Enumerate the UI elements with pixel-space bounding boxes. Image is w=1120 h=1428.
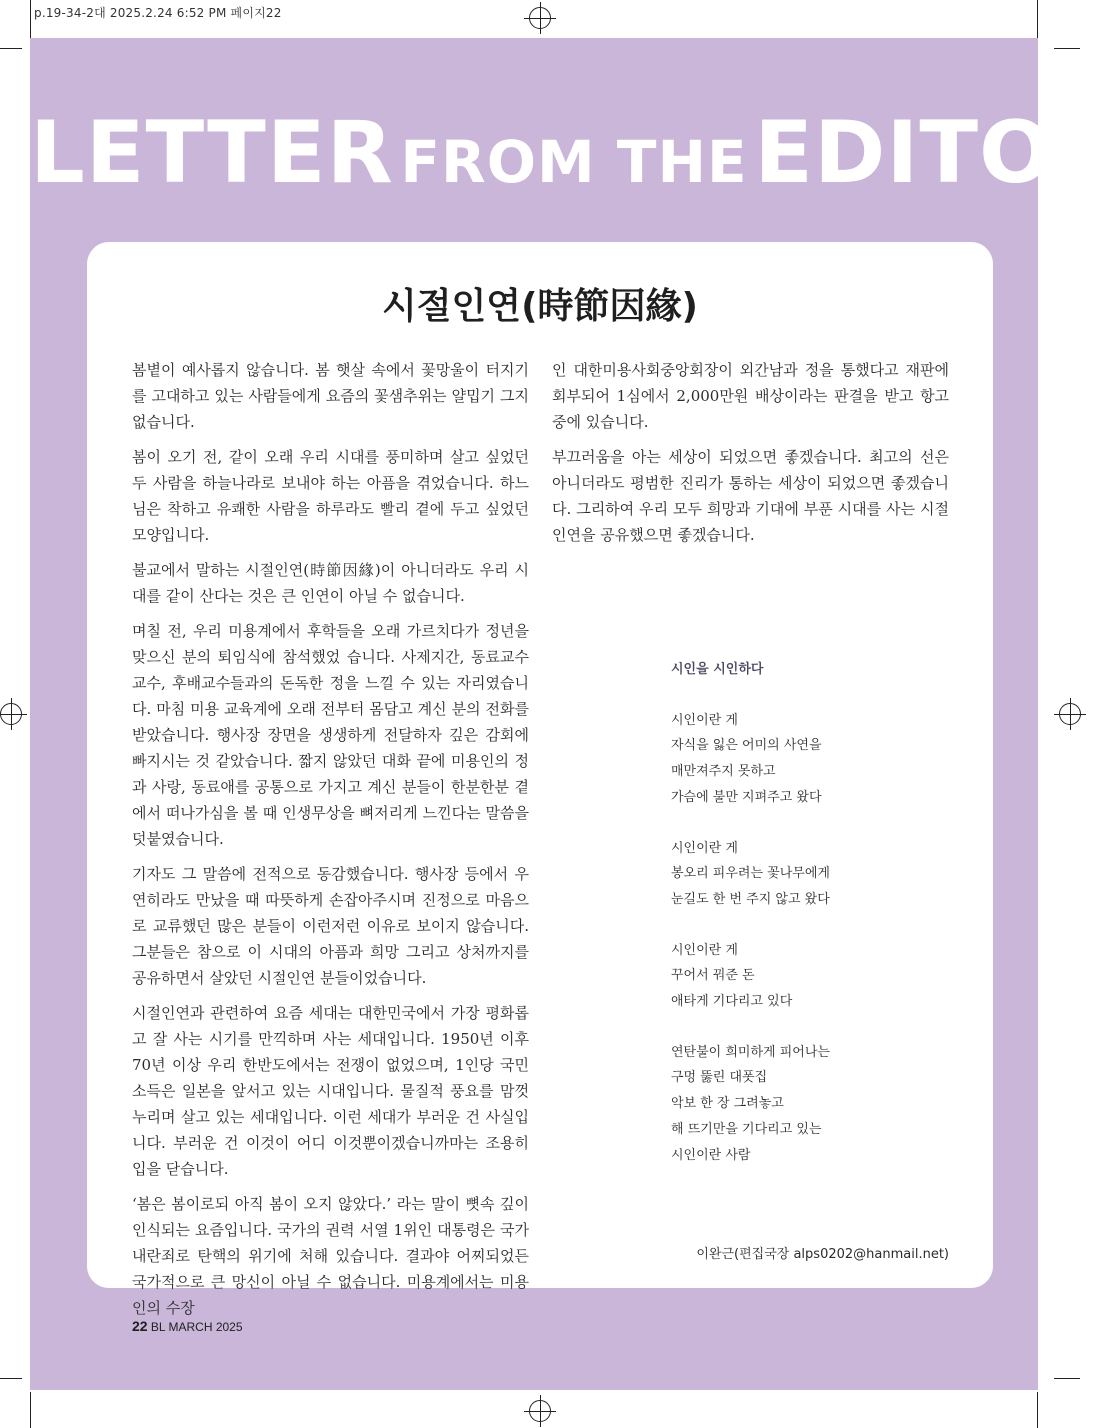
poem-line: 구멍 뚫린 대폿집 <box>671 1070 768 1086</box>
article-paragraph: ‘봄은 봄이로되 아직 봄이 오지 않았다.’ 라는 말이 뼛속 깊이 인식되는 요즘입니다. 국가의 권력 서열 1위인 대통령은 국가 내란죄로 탄핵의 위기에 처해 있습니다. 결과야 어찌되었든 국가적으로 큰 망신이 아닐 수 없습니다. 미용계에서는 미용인의 수장 <box>132 1195 529 1317</box>
poem-line: 가슴에 불만 지펴주고 왔다 <box>671 789 822 805</box>
article-paragraph: 인 대한미용사회중앙회장이 외간남과 정을 통했다고 재판에 회부되어 1심에서 2,000만원 배상이라는 판결을 받고 항고 중에 있습니다. <box>552 361 949 431</box>
crop-mark-top-right-h <box>1054 48 1080 49</box>
poem-title: 시인을 시인하다 <box>671 662 764 677</box>
article-paragraph: 봄볕이 예사롭지 않습니다. 봄 햇살 속에서 꽃망울이 터지기를 고대하고 있는 사람들에게 요즘의 꽃샘추위는 얄밉기 그지없습니다. <box>132 361 529 431</box>
poem-line: 시인이란 게 <box>671 840 738 856</box>
crop-mark-top-right <box>1037 0 1038 38</box>
article-right-column <box>552 357 949 557</box>
page-number: 22 <box>132 1318 148 1334</box>
poem-line: 시인이란 게 <box>671 712 738 728</box>
crop-mark-top-left-h <box>0 48 22 49</box>
poem-line: 시인이란 게 <box>671 942 738 958</box>
crop-mark-bottom-left <box>30 1392 31 1428</box>
masthead-title <box>30 103 1120 203</box>
masthead-from-the: FROM THE <box>400 128 748 196</box>
poem-line: 연탄불이 희미하게 피어나는 <box>671 1044 830 1060</box>
author-signature: 이완근(편집국장 alps0202@hanmail.net) <box>696 1247 949 1262</box>
page-footer <box>132 1318 243 1334</box>
issue-label: BL MARCH 2025 <box>150 1320 243 1334</box>
poem-line: 매만져주지 못하고 <box>671 764 776 780</box>
crop-mark-bottom-right <box>1037 1392 1038 1428</box>
poem-stanza <box>671 836 951 913</box>
crop-mark-bottom-right-h <box>1054 1378 1080 1379</box>
article-paragraph: 기자도 그 말씀에 전적으로 동감했습니다. 행사장 등에서 우연히라도 만났을 때 따뜻하게 손잡아주시며 진정으로 마음으로 교류했던 많은 분들이 이런저런 이유로 보이지 않습니다. 그분들은 참으로 이 시대의 아픔과 희망 그리고 상처까지를 공유하면서 살았던 시절인연 분들이었습니다. <box>132 865 529 987</box>
poem <box>671 657 951 1193</box>
crop-mark-top-left <box>30 0 31 38</box>
article-title: 시절인연(時節因緣) <box>381 286 698 327</box>
article-paragraph: 부끄러움을 아는 세상이 되었으면 좋겠습니다. 최고의 선은 아니더라도 평범한 진리가 통하는 세상이 되었으면 좋겠습니다. 그리하여 우리 모두 희망과 기대에 부푼 시대를 사는 시절인연을 공유했으면 좋겠습니다. <box>552 448 949 544</box>
poem-line: 꾸어서 꿔준 돈 <box>671 968 755 984</box>
crop-mark-bottom-left-h <box>0 1378 22 1379</box>
print-slug: p.19-34-2대 2025.2.24 6:52 PM 페이지22 <box>34 6 282 20</box>
masthead-letter: LETTER <box>30 103 394 203</box>
article-paragraph: 시절인연과 관련하여 요즘 세대는 대한민국에서 가장 평화롭고 잘 사는 시기를 만끽하며 사는 세대입니다. 1950년 이후 70년 이상 우리 한반도에서는 전쟁이 없었으며, 1인당 국민소득은 일본을 앞서고 있는 시대입니다. 물질적 풍요를 맘껏 누리며 살고 있는 세대입니다. 이런 세대가 부러운 건 사실입니다. 부러운 건 이것이 어디 이것뿐이겠습니까마는 조용히 입을 닫습니다. <box>132 1004 529 1178</box>
registration-mark-top <box>529 7 551 29</box>
poem-line: 악보 한 장 그려놓고 <box>671 1096 784 1112</box>
masthead-editor: EDITOR <box>754 103 1120 203</box>
poem-line: 해 뜨기만을 기다리고 있는 <box>671 1121 822 1137</box>
registration-mark-right <box>1059 703 1081 725</box>
poem-line: 시인이란 사람 <box>671 1147 751 1163</box>
registration-mark-left <box>0 703 22 725</box>
poem-stanza <box>671 1040 951 1169</box>
article-paragraph: 불교에서 말하는 시절인연(時節因緣)이 아니더라도 우리 시대를 같이 산다는 것은 큰 인연이 아닐 수 없습니다. <box>132 561 529 605</box>
poem-line: 애타게 기다리고 있다 <box>671 994 793 1010</box>
poem-line: 눈길도 한 번 주지 않고 왔다 <box>671 891 830 907</box>
poem-line: 자식을 잃은 어미의 사연을 <box>671 738 822 754</box>
poem-line: 봉오리 피우려는 꽃나무에게 <box>671 866 830 882</box>
article-paragraph: 며칠 전, 우리 미용계에서 후학들을 오래 가르치다가 정년을 맞으신 분의 퇴임식에 참석했었 습니다. 사제지간, 동료교수 교수, 후배교수들과의 돈독한 정을 느낄 수 있는 자리였습니다. 마침 미용 교육계에 오래 전부터 몸담고 계신 분의 전화를 받았습니다. 행사장 장면을 생생하게 전달하자 깊은 감회에 빠지시는 것 같았습니다. 짧지 않았던 대화 끝에 미용인의 정과 사랑, 동료애를 공통으로 가지고 계신 분들이 한분한분 곁에서 떠나가심을 볼 때 인생무상을 뼈저리게 느낀다는 말씀을 덧붙였습니다. <box>132 622 529 848</box>
article-left-column <box>132 357 529 1330</box>
article-paragraph: 봄이 오기 전, 같이 오래 우리 시대를 풍미하며 살고 싶었던 두 사람을 하늘나라로 보내야 하는 아픔을 겪었습니다. 하느님은 착하고 유쾌한 사람을 하루라도 빨리 곁에 두고 싶었던 모양입니다. <box>132 448 529 544</box>
poem-stanza <box>671 938 951 1015</box>
registration-mark-bottom <box>529 1400 551 1422</box>
poem-stanza <box>671 708 951 811</box>
